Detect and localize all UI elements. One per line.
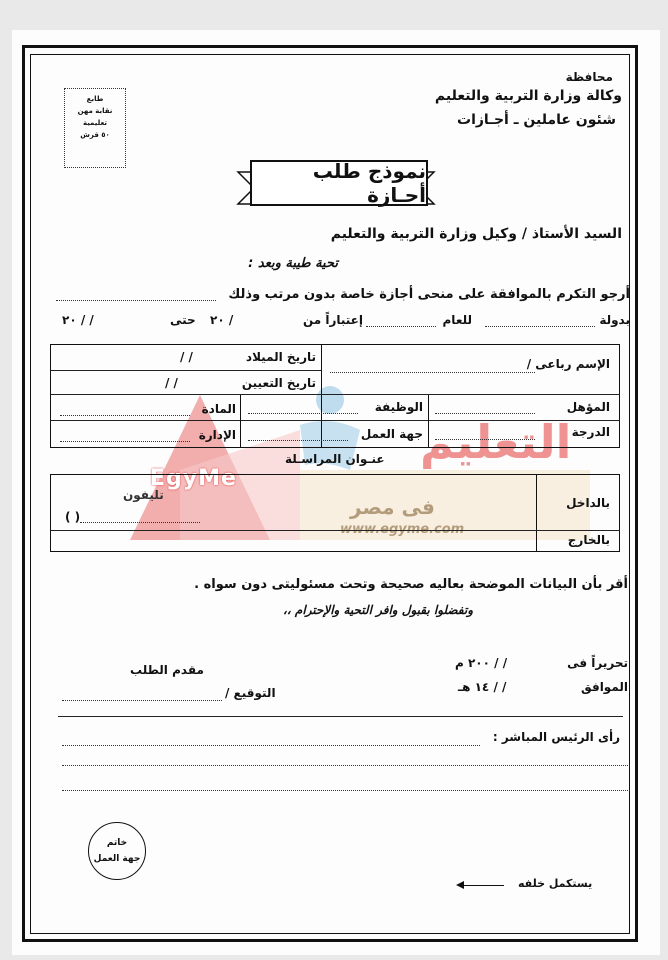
greeting: تحية طيبة وبعد : <box>248 256 338 271</box>
workplace-dots <box>248 440 348 441</box>
label-subject: المادة <box>201 402 236 416</box>
opinion-dots-3 <box>62 790 630 791</box>
appoint-date-slashes: / / <box>165 376 178 390</box>
label-workplace: جهة العمل <box>360 427 423 441</box>
year-dots <box>366 326 436 327</box>
stamp-line1: طابع <box>86 95 104 103</box>
declaration: أقر بأن البيانات الموضحة بعاليه صحيحة وتحت مسئوليتى دون سواه . <box>194 577 628 592</box>
request-until: حتى <box>170 313 196 327</box>
form-title: نموذج طلب أجـازة <box>250 160 428 206</box>
closing: وتفضلوا بقبول وافر التحية والإحترام ،، <box>283 603 473 617</box>
request-country: بدولة <box>599 313 630 327</box>
info-row-divider <box>51 394 620 395</box>
separator-line <box>58 716 623 717</box>
header-agency: وكالة وزارة التربية والتعليم <box>434 88 622 104</box>
request-end-date: / / ٢٠ <box>62 313 94 327</box>
revenue-stamp-box <box>64 88 126 168</box>
stamp-line3: تعليمية <box>82 119 108 127</box>
watermark-site-ar: التعليم <box>420 415 572 469</box>
name-dots <box>330 372 535 373</box>
label-outside: بالخارج <box>567 533 610 547</box>
seal-line2: جهة العمل <box>93 854 141 864</box>
request-to-prefix: / ٢٠ <box>210 313 234 327</box>
info-col-divider <box>428 395 429 447</box>
phone-brackets: ( ) <box>65 510 81 524</box>
birth-date-slashes: / / <box>180 350 193 364</box>
request-line1: أرجو التكرم بالموافقة على منحى أجازة خاصة بدون مرتب وذلك <box>228 287 630 302</box>
country-dots <box>485 326 595 327</box>
signature-label: التوقيع / <box>225 686 276 700</box>
arrow-left-icon <box>458 885 504 886</box>
watermark-site-ar2: فى مصر <box>350 495 435 519</box>
label-administration: الإدارة <box>198 428 236 442</box>
label-qualification: المؤهل <box>566 400 610 414</box>
info-col-divider <box>240 395 241 447</box>
label-job: الوظيفة <box>374 400 423 414</box>
administration-dots <box>60 441 190 442</box>
grade-dots <box>435 439 535 440</box>
written-date: / / ٢٠٠ م <box>455 656 508 670</box>
watermark-logo-text: EgyMe <box>150 466 237 491</box>
phone-dots <box>80 522 200 523</box>
label-corresponding: الموافق <box>581 680 628 694</box>
label-inside: بالداخل <box>566 496 610 510</box>
manager-opinion-label: رأى الرئيس المباشر : <box>492 730 620 744</box>
qualification-dots <box>435 413 535 414</box>
address-row-divider <box>51 530 620 531</box>
signature-dots <box>62 700 222 701</box>
address-title: عنـوان المراسـلة <box>285 452 385 466</box>
workplace-seal <box>88 822 146 880</box>
stamp-line4: ٥٠ قرش <box>80 131 110 139</box>
request-line1-dots <box>56 300 216 301</box>
label-phone: تليفون <box>123 488 164 502</box>
header-governorate: محافظة <box>565 70 613 84</box>
label-written: تحريراً فى <box>567 656 628 670</box>
request-year: للعام <box>442 313 472 327</box>
seal-line1: خاتم <box>106 838 128 848</box>
label-birth-date: تاريخ الميلاد <box>245 350 316 364</box>
label-appoint-date: تاريخ التعيين <box>241 376 316 390</box>
stamp-line2: نقابة مهن <box>77 107 113 115</box>
continue-note: يستكمل خلفه <box>518 877 593 890</box>
address-col-divider <box>536 475 537 551</box>
info-row-divider <box>51 420 620 421</box>
opinion-dots-2 <box>62 765 630 766</box>
address-table <box>50 474 620 552</box>
corresponding-date: / / ١٤ هـ <box>458 680 507 694</box>
header-department: شئون عاملين ـ أجـازات <box>457 112 616 128</box>
opinion-dots-1 <box>62 745 480 746</box>
watermark-url: www.egyme.com <box>340 522 465 537</box>
request-from: إعتباراً من <box>302 313 363 327</box>
applicant-label: مقدم الطلب <box>130 663 204 677</box>
info-row-divider <box>51 370 321 371</box>
job-dots <box>248 413 358 414</box>
label-name: الإسم رباعى / <box>526 357 610 371</box>
label-grade: الدرجة <box>571 425 610 439</box>
salutation: السيد الأستاذ / وكيل وزارة التربية والتعليم <box>330 226 622 242</box>
subject-dots <box>60 415 190 416</box>
